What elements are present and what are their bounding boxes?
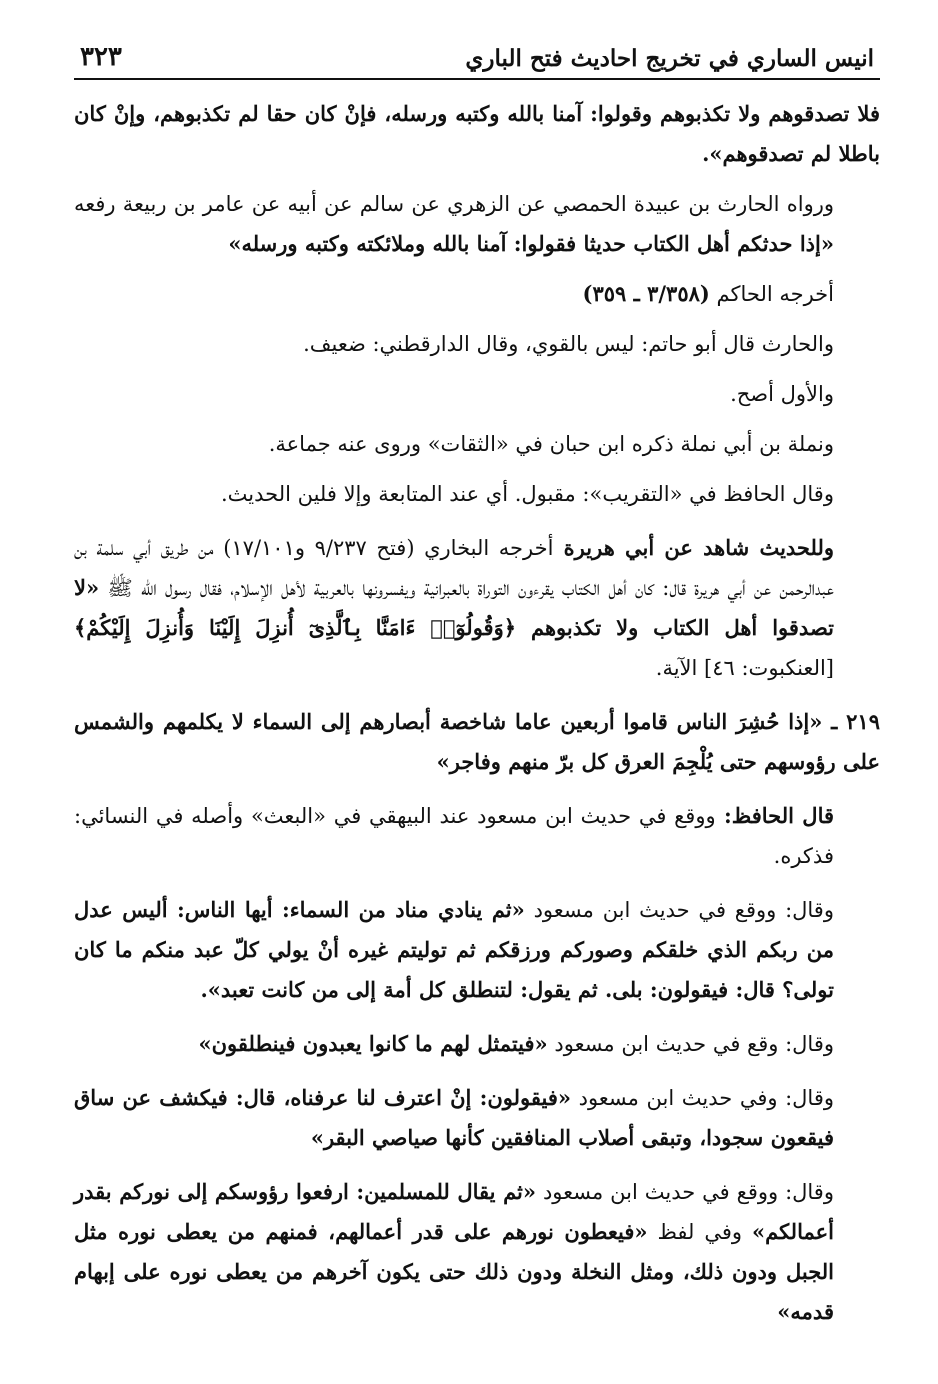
text-segment: وفي لفظ — [647, 1220, 752, 1244]
bold-text-segment: قال الحافظ: — [715, 803, 835, 828]
text-paragraph — [74, 474, 880, 514]
page-header — [74, 38, 880, 80]
bold-text-segment: «إذا حدثكم أهل الكتاب حديثا فقولوا: آمنا بالله وملائكته وكتبه ورسله» — [228, 231, 834, 256]
text-paragraph — [74, 886, 880, 1010]
text-paragraph — [74, 698, 880, 782]
text-segment: أخرجه الحاكم — [709, 282, 834, 306]
text-paragraph — [74, 792, 880, 876]
text-segment: وقال: ووقع في حديث ابن مسعود — [536, 1180, 834, 1204]
bold-text-segment: «ثم يقال للمسلمين: ارفعوا رؤوسكم إلى نوركم بقدر أعمالكم» — [74, 1179, 834, 1244]
page-number: ٣٢٣ — [80, 42, 122, 72]
bold-text-segment: «فيتمثل لهم ما كانوا يعبدون فينطلقون» — [198, 1031, 548, 1056]
running-title: انيس الساري في تخريج احاديث فتح الباري — [465, 45, 874, 72]
text-paragraph — [74, 524, 880, 688]
text-segment: والأول أصح. — [730, 382, 834, 406]
text-paragraph — [74, 1074, 880, 1158]
text-paragraph — [74, 1020, 880, 1064]
text-paragraph — [74, 274, 880, 314]
text-segment: ورواه الحارث بن عبيدة الحمصي عن الزهري عن سالم عن أبيه عن عامر بن ربيعة رفعه — [74, 192, 834, 216]
bold-text-segment: «ثم ينادي مناد من السماء: أيها الناس: أليس عدل من ربكم الذي خلقكم وصوركم ورزقكم ثم توليتم غيره أنْ يولي كلّ عبد منكم ما كان تولى؟ قال: فيقولون: بلى. ثم يقول: لتنطلق كل أمة إلى من كانت تعبد». — [74, 897, 834, 1002]
bold-text-segment: «فيعطون نورهم على قدر أعمالهم، فمنهم من يعطى نوره مثل الجبل ودون ذلك، ومثل النخلة ودون ذلك حتى يكون آخرهم من يعطى نوره على إبهام قدمه» — [74, 1219, 834, 1324]
bold-text-segment: «فيقولون: إنْ اعترف لنا عرفناه، قال: فيكشف عن ساق فيقعون سجودا، وتبقى أصلاب المنافقين كأنها صياصي البقر» — [74, 1085, 834, 1150]
bold-text-segment: (٣/٣٥٨ ـ ٣٥٩) — [582, 281, 710, 306]
text-segment: وقال: وفي حديث ابن مسعود — [571, 1086, 835, 1110]
bold-text-segment: «لا تصدقوا أهل الكتاب ولا تكذبوهم ﴿وَقُولُوٓا۟ ءَامَنَّا بِٱلَّذِىٓ أُنزِلَ إِلَيْنَا وَأُنزِلَ إِلَيْكُمْ﴾ — [74, 575, 834, 640]
text-paragraph — [74, 424, 880, 464]
bold-text-segment: ٢١٩ ـ «إذا حُشِرَ الناس قاموا أربعين عاما شاخصة أبصارهم إلى السماء لا يكلمهم والشمس على رؤوسهم حتى يُلْجِمَ العرق كل برّ منهم وفاجر» — [74, 709, 880, 774]
text-segment: والحارث قال أبو حاتم: ليس بالقوي، وقال الدارقطني: ضعيف. — [303, 332, 834, 356]
text-paragraph — [74, 374, 880, 414]
text-segment: [العنكبوت: ٤٦] الآية. — [655, 656, 834, 680]
text-segment: ونملة بن أبي نملة ذكره ابن حبان في «الثقات» وروى عنه جماعة. — [268, 432, 834, 456]
text-paragraph — [74, 94, 880, 174]
text-segment: وقال الحافظ في «التقريب»: مقبول. أي عند المتابعة وإلا فلين الحديث. — [220, 482, 834, 506]
bold-text-segment: وللحديث شاهد عن أبي هريرة — [553, 535, 834, 560]
page-body — [74, 94, 880, 1332]
text-segment: ووقع في حديث ابن مسعود عند البيهقي في «البعث» وأصله في النسائي: فذكره. — [74, 804, 834, 868]
bold-text-segment: فلا تصدقوهم ولا تكذبوهم وقولوا: آمنا بالله وكتبه ورسله، فإنْ كان حقا لم تكذبوهم، وإنْ كان باطلا لم تصدقوهم». — [74, 101, 880, 166]
text-paragraph — [74, 324, 880, 364]
text-paragraph — [74, 1168, 880, 1332]
text-segment: أخرجه البخاري (فتح ٩/٢٣٧ و١٧/١٠١) من طريق أبي سلمة بن عبدالرحمن عن أبي هريرة قال: كان أهل الكتاب يقرءون التوراة بالعبرانية ويفسرونها بالعربية لأهل الإسلام، فقال رسول الله ﷺ — [74, 536, 834, 600]
text-segment: وقال: وقع في حديث ابن مسعود — [547, 1032, 834, 1056]
text-segment: وقال: ووقع في حديث ابن مسعود — [524, 898, 834, 922]
text-paragraph — [74, 184, 880, 264]
